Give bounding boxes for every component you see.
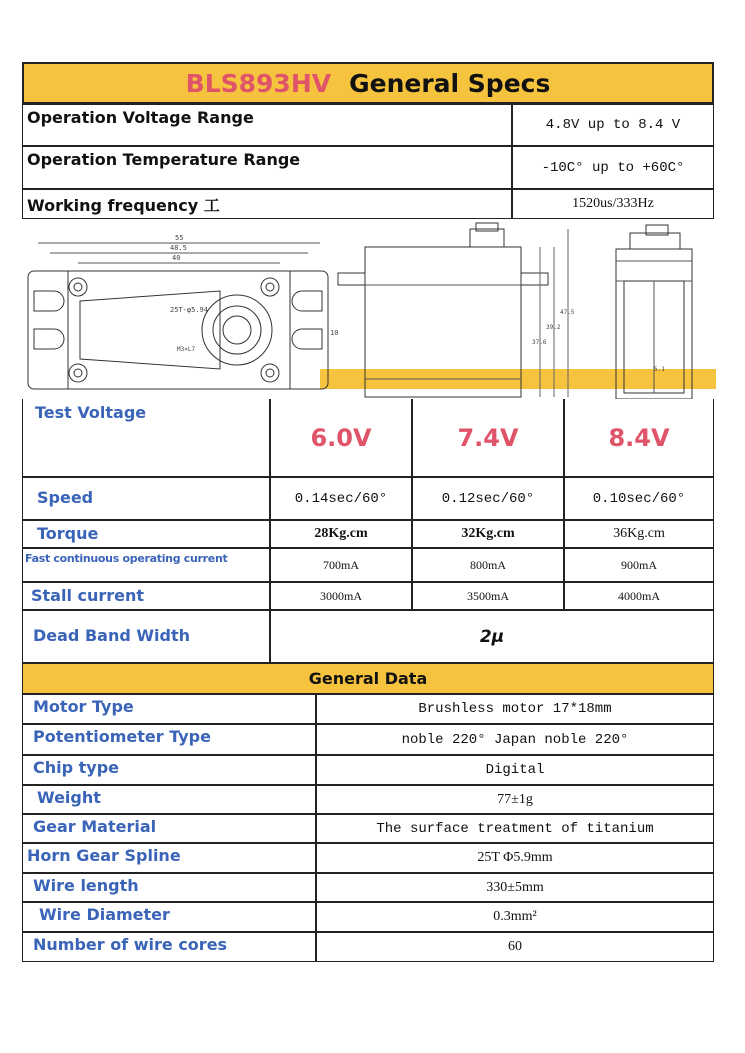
voltage-value: 6.0V: [310, 423, 372, 452]
general-data-label: Potentiometer Type: [33, 727, 211, 746]
perf-label: Fast continuous operating current: [25, 552, 228, 565]
perf-value: 3500mA: [467, 588, 509, 603]
spec-value: 4.8V up to 8.4 V: [545, 117, 681, 133]
perf-value-cell: [270, 582, 412, 610]
general-data-value-cell: [316, 843, 714, 873]
spec-row-value: [512, 189, 714, 219]
voltage-value: 7.4V: [457, 423, 519, 452]
general-data-label-cell: [22, 785, 316, 814]
general-data-value-cell: [316, 785, 714, 814]
dim-label: 47.5: [560, 309, 575, 316]
general-data-label-cell: [22, 724, 316, 755]
general-data-label: Wire length: [33, 876, 139, 895]
spec-row-value: [512, 104, 714, 146]
dim-label: 37.6: [532, 339, 547, 346]
perf-row-label: [22, 548, 270, 582]
perf-value-cell: [412, 520, 564, 548]
spec-row-label: [22, 104, 512, 146]
general-data-label-cell: [22, 902, 316, 932]
dim-label: 5.1: [654, 366, 665, 373]
perf-value: 0.12sec/60°: [441, 490, 535, 507]
general-data-value-cell: [316, 724, 714, 755]
spec-row-label: [22, 189, 512, 219]
general-data-label-cell: [22, 843, 316, 873]
spec-row-label: [22, 146, 512, 189]
dim-label: 55: [175, 234, 184, 242]
perf-value-cell: [564, 477, 714, 520]
perf-value-cell: [564, 520, 714, 548]
general-data-label-cell: [22, 694, 316, 724]
spec-label: Working frequency 工: [27, 196, 220, 215]
general-data-header: [22, 663, 714, 694]
title-bar: [22, 62, 714, 104]
general-data-label: Wire Diameter: [39, 905, 170, 924]
perf-value-cell: [270, 520, 412, 548]
spec-value: -10C° up to +60C°: [541, 159, 685, 176]
perf-label: Speed: [37, 488, 94, 507]
general-data-label-cell: [22, 755, 316, 785]
dim-label: 25T-φ5.94: [170, 306, 208, 314]
general-data-value: 330±5mm: [486, 879, 544, 895]
general-data-value: 0.3mm²: [493, 909, 537, 924]
voltage-cell: [412, 399, 564, 477]
general-data-value: Digital: [485, 762, 545, 778]
perf-value: 0.10sec/60°: [592, 490, 686, 507]
general-data-value: Brushless motor 17*18mm: [418, 701, 612, 717]
perf-value: 36Kg.cm: [613, 526, 665, 541]
test-voltage-label-cell: [22, 399, 270, 477]
spec-label: Operation Temperature Range: [27, 150, 301, 169]
general-data-value-cell: [316, 932, 714, 962]
perf-value-cell: [564, 548, 714, 582]
servo-technical-drawing: [20, 219, 716, 399]
model-name: BLS893HV: [185, 68, 332, 98]
perf-value-cell: [270, 477, 412, 520]
perf-value: 0.14sec/60°: [294, 490, 388, 507]
dead-band-value-cell: [270, 610, 714, 663]
perf-value: 900mA: [621, 557, 657, 572]
perf-row-label: [22, 520, 270, 548]
perf-value-cell: [412, 477, 564, 520]
general-data-value-cell: [316, 755, 714, 785]
general-data-value: The surface treatment of titanium: [376, 820, 654, 837]
voltage-cell: [564, 399, 714, 477]
general-data-value: 25T Φ5.9mm: [477, 850, 553, 865]
general-data-label: Number of wire cores: [33, 935, 228, 954]
general-data-label: Chip type: [33, 758, 120, 777]
general-data-label-cell: [22, 932, 316, 962]
dim-label: 39.2: [546, 324, 561, 331]
general-data-value-cell: [316, 694, 714, 724]
general-data-value-cell: [316, 902, 714, 932]
voltage-value: 8.4V: [608, 423, 670, 452]
general-data-label-cell: [22, 814, 316, 843]
dead-band-label-cell: [22, 610, 270, 663]
test-voltage-label: Test Voltage: [35, 403, 147, 422]
perf-row-label: [22, 582, 270, 610]
perf-value-cell: [412, 582, 564, 610]
perf-value: 32Kg.cm: [461, 526, 515, 541]
perf-row-label: [22, 477, 270, 520]
dim-label: 48.5: [170, 244, 187, 252]
general-data-label: Motor Type: [33, 697, 134, 716]
general-data-label-cell: [22, 873, 316, 902]
general-data-label: Horn Gear Spline: [27, 846, 181, 865]
perf-value: 4000mA: [618, 588, 660, 603]
page-title: General Specs: [349, 68, 551, 98]
perf-label: Stall current: [31, 586, 145, 605]
general-data-value: 77±1g: [497, 791, 533, 807]
general-data-value-cell: [316, 814, 714, 843]
perf-value: 3000mA: [320, 588, 362, 603]
dim-label: M3×L7: [177, 346, 196, 353]
perf-value-cell: [564, 582, 714, 610]
voltage-cell: [270, 399, 412, 477]
spec-value: 1520us/333Hz: [572, 196, 654, 211]
perf-label: Torque: [37, 524, 99, 543]
dim-label: 10: [330, 329, 339, 337]
perf-value-cell: [270, 548, 412, 582]
spec-label: Operation Voltage Range: [27, 108, 254, 127]
dead-band-label: Dead Band Width: [33, 626, 190, 645]
dim-label: 40: [172, 254, 181, 262]
general-data-label: Gear Material: [33, 817, 157, 836]
general-data-value-cell: [316, 873, 714, 902]
spec-row-value: [512, 146, 714, 189]
general-data-title: General Data: [308, 669, 428, 688]
general-data-label: Weight: [37, 788, 101, 807]
perf-value: 700mA: [323, 557, 359, 572]
general-data-value: 60: [508, 939, 522, 954]
general-data-value: noble 220° Japan noble 220°: [401, 731, 629, 748]
perf-value: 800mA: [470, 557, 506, 572]
dead-band-value: 2μ: [479, 626, 505, 647]
perf-value: 28Kg.cm: [314, 526, 368, 541]
perf-value-cell: [412, 548, 564, 582]
